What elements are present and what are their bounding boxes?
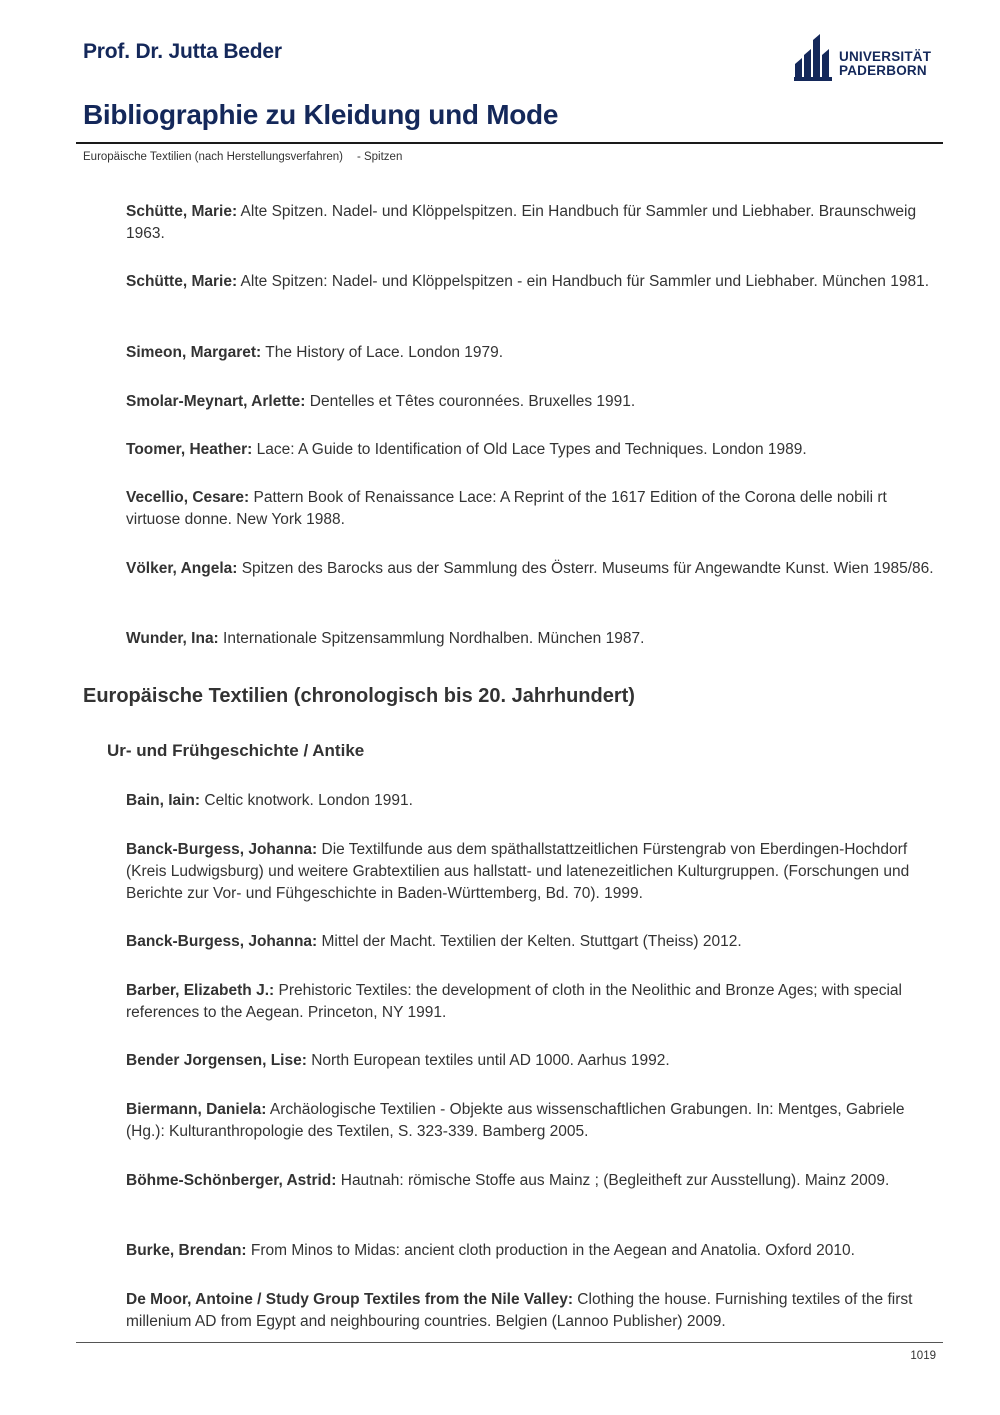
bibliography-entry [126, 839, 936, 905]
entry-text: The History of Lace. London 1979. [261, 344, 504, 361]
breadcrumb-category: Europäische Textilien (nach Herstellungsverfahren) [83, 151, 343, 163]
document-title: Bibliographie zu Kleidung und Mode [83, 99, 559, 130]
entry-author: Bender Jorgensen, Lise: [126, 1052, 307, 1069]
bibliography-entry [126, 558, 936, 580]
subsection-heading: Ur- und Frühgeschichte / Antike [107, 741, 365, 760]
bibliography-entry [126, 980, 936, 1024]
entry-author: Biermann, Daniela: [126, 1101, 267, 1118]
entry-author: Böhme-Schönberger, Astrid: [126, 1172, 337, 1189]
bibliography-entry [126, 931, 936, 953]
university-logo-icon [794, 33, 836, 81]
entry-text: Dentelles et Têtes couronnées. Bruxelles 1991. [305, 393, 636, 410]
bibliography-entry [126, 487, 936, 531]
bibliography-entry [126, 1099, 936, 1143]
logo-line-1: UNIVERSITÄT [839, 49, 932, 64]
author-name: Prof. Dr. Jutta Beder [83, 40, 282, 63]
bibliography-entry [126, 1240, 936, 1262]
bibliography-entry [126, 391, 936, 413]
breadcrumb [83, 151, 402, 163]
entry-text: Celtic knotwork. London 1991. [200, 792, 413, 809]
entry-text: Lace: A Guide to Identification of Old Lace Types and Techniques. London 1989. [252, 441, 807, 458]
university-logo[interactable] [794, 33, 934, 81]
bibliography-entry [126, 342, 936, 364]
bibliography-entry [126, 201, 936, 245]
bibliography-entry [126, 439, 936, 461]
entry-text: Die Textilfunde aus dem späthallstattzeitlichen Fürstengrab von Eberdingen-Hochdorf (Kreis Ludwigsburg) und weitere Grabtextilien aus hallstatt- und latenezeitlichen Kulturgruppen. (Forschungen und Berichte zur Vor- und Fühgeschichte in Baden-Württemberg, Bd. 70). 1999. [126, 841, 910, 902]
bibliography-entry [126, 790, 936, 812]
entry-text: Spitzen des Barocks aus der Sammlung des Österr. Museums für Angewandte Kunst. Wien 1985/86. [237, 560, 934, 577]
entry-author: Schütte, Marie: [126, 273, 238, 290]
entry-text: North European textiles until AD 1000. Aarhus 1992. [306, 1052, 670, 1069]
logo-line-2: PADERBORN [839, 63, 927, 78]
page-number: 1019 [910, 1350, 936, 1362]
bibliography-entry [126, 1289, 936, 1333]
entry-author: Banck-Burgess, Johanna: [126, 933, 318, 950]
entry-text: Mittel der Macht. Textilien der Kelten. Stuttgart (Theiss) 2012. [317, 933, 742, 950]
breadcrumb-subcategory: - Spitzen [356, 151, 403, 163]
entry-author: Völker, Angela: [126, 560, 238, 577]
entry-text: Internationale Spitzensammlung Nordhalben. München 1987. [218, 630, 645, 647]
entry-text: Pattern Book of Renaissance Lace: A Reprint of the 1617 Edition of the Corona delle nobili rt virtuose donne. New York 1988. [126, 489, 887, 528]
bibliography-entry [126, 1170, 936, 1192]
entry-text: Clothing the house. Furnishing textiles of the first millenium AD from Egypt and neighbouring countries. Belgien (Lannoo Publisher) 2009. [126, 1291, 913, 1330]
entry-author: Burke, Brendan: [126, 1242, 247, 1259]
entry-author: Bain, Iain: [126, 792, 201, 809]
bibliography-entry [126, 271, 936, 293]
footer-divider [76, 1342, 943, 1343]
entry-text: Archäologische Textilien - Objekte aus wissenschaftlichen Grabungen. In: Mentges, Gabriele (Hg.): Kulturanthropologie des Textilen, S. 323-339. Bamberg 2005. [126, 1101, 905, 1140]
entry-author: Smolar-Meynart, Arlette: [126, 393, 306, 410]
entry-author: Toomer, Heather: [126, 441, 253, 458]
entry-author: Wunder, Ina: [126, 630, 219, 647]
entry-author: Simeon, Margaret: [126, 344, 262, 361]
entry-author: Barber, Elizabeth J.: [126, 982, 275, 999]
entry-author: Vecellio, Cesare: [126, 489, 250, 506]
university-logo-text [839, 50, 931, 78]
entry-author: Schütte, Marie: [126, 203, 238, 220]
entry-text: From Minos to Midas: ancient cloth production in the Aegean and Anatolia. Oxford 2010. [246, 1242, 855, 1259]
section-heading: Europäische Textilien (chronologisch bis 20. Jahrhundert) [83, 685, 635, 707]
entry-text: Prehistoric Textiles: the development of cloth in the Neolithic and Bronze Ages; with special references to the Aegean. Princeton, NY 1991. [126, 982, 902, 1021]
entry-author: De Moor, Antoine / Study Group Textiles from the Nile Valley: [126, 1291, 573, 1308]
header-divider [76, 142, 943, 144]
entry-author: Banck-Burgess, Johanna: [126, 841, 318, 858]
entry-text: Alte Spitzen: Nadel- und Klöppelspitzen - ein Handbuch für Sammler und Liebhaber. München 1981. [237, 273, 930, 290]
bibliography-entry [126, 628, 936, 650]
entry-text: Hautnah: römische Stoffe aus Mainz ; (Begleitheft zur Ausstellung). Mainz 2009. [336, 1172, 890, 1189]
bibliography-entry [126, 1050, 936, 1072]
entry-text: Alte Spitzen. Nadel- und Klöppelspitzen. Ein Handbuch für Sammler und Liebhaber. Braunschweig 1963. [126, 203, 917, 242]
